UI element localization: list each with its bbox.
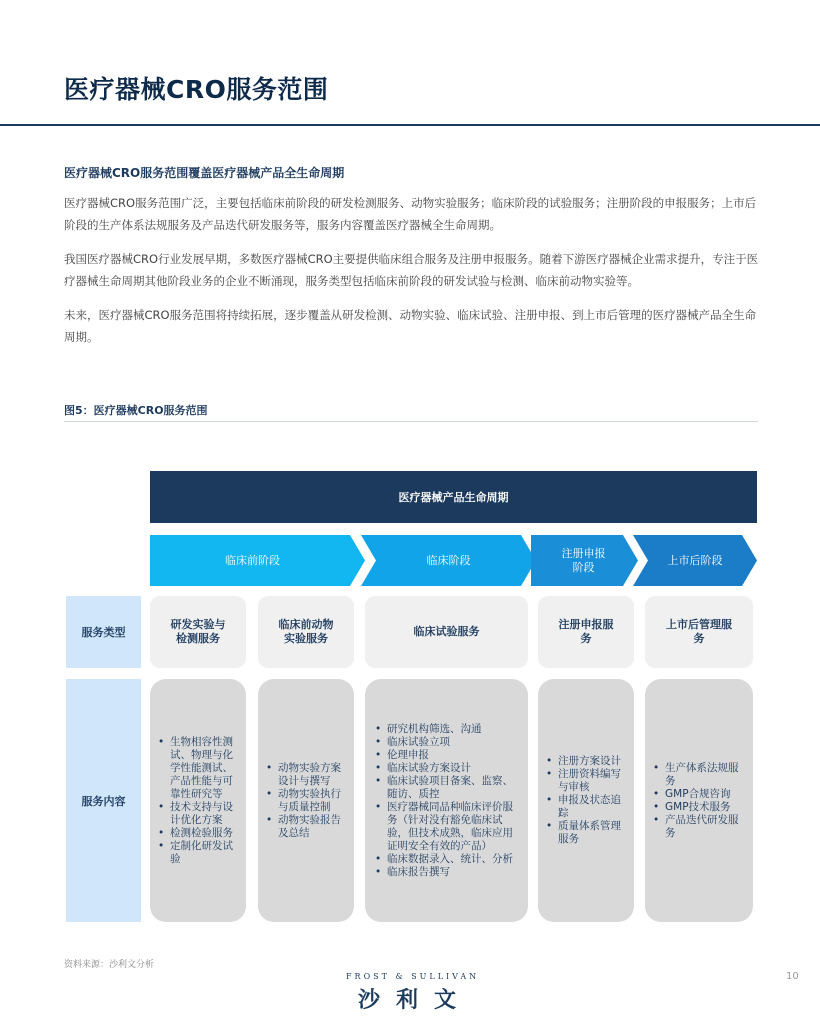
paragraph-1: 医疗器械CRO服务范围广泛，主要包括临床前阶段的研发检测服务、动物实验服务；临床阶段的试验服务；注册阶段的申报服务；上市后阶段的生产体系法规服务及产品迭代研发服务等，服务内容覆盖医疗器械全生命周期。: [64, 196, 757, 232]
section-heading: 医疗器械CRO服务范围覆盖医疗器械产品全生命周期: [64, 166, 345, 180]
service-content-list: [546, 755, 626, 846]
service-type-box: [365, 596, 528, 668]
service-content-box: [645, 679, 753, 922]
service-type-box: [538, 596, 634, 668]
service-content-list: [158, 736, 238, 866]
paragraph-2: 我国医疗器械CRO行业发展早期，多数医疗器械CRO主要提供临床组合服务及注册申报服务。随着下游医疗器械企业需求提升，专注于医疗器械生命周期其他阶段业务的企业不断涌现，服务类型包括临床前阶段的研发试验与检测、临床前动物实验等。: [64, 252, 759, 288]
service-type-label: 研发实验与检测服务: [170, 618, 226, 645]
page-title: 医疗器械CRO服务范围: [64, 75, 329, 104]
list-item: • 产品迭代研发服务: [653, 814, 745, 840]
service-content-box: [365, 679, 528, 922]
row-label-text: 服务内容: [81, 794, 126, 808]
list-item: • 临床报告撰写: [375, 866, 518, 879]
row-label-service-content: [66, 679, 141, 922]
phase-label: 上市后阶段: [667, 553, 723, 567]
service-content-box: [258, 679, 354, 922]
phase-post-market: [633, 535, 757, 586]
list-item: • 医疗器械同品种临床评价服务（针对没有豁免临床试验，但技术成熟，临床应用证明安全有效的产品）: [375, 801, 518, 853]
service-content-box: [150, 679, 246, 922]
phase-label: 临床前阶段: [225, 553, 280, 567]
service-type-box: [645, 596, 753, 668]
page-number: 10: [786, 971, 799, 982]
service-type-label: 上市后管理服务: [666, 618, 732, 645]
title-divider: [0, 124, 820, 126]
list-item: • GMP合规咨询: [653, 788, 745, 801]
lifecycle-header: [150, 471, 757, 523]
phase-clinical: [361, 535, 536, 586]
phase-label: 临床阶段: [426, 553, 471, 567]
list-item: • 动物实验报告及总结: [266, 814, 346, 840]
phase-label: 注册申报阶段: [561, 546, 606, 574]
list-item: • 注册方案设计: [546, 755, 626, 768]
service-type-box: [150, 596, 246, 668]
list-item: • 注册资料编写与审核: [546, 768, 626, 794]
list-item: • 动物实验方案设计与撰写: [266, 762, 346, 788]
lifecycle-label: 医疗器械产品生命周期: [398, 491, 509, 504]
list-item: • 生产体系法规服务: [653, 762, 745, 788]
logo-chinese: 沙利文: [358, 988, 473, 1013]
row-label-service-type: [66, 596, 141, 668]
list-item: • 动物实验执行与质量控制: [266, 788, 346, 814]
service-content-list: [653, 762, 745, 840]
list-item: • 研究机构筛选、沟通: [375, 723, 518, 736]
source-note: 资料来源：沙利文分析: [64, 960, 155, 970]
list-item: • 临床试验立项: [375, 736, 518, 749]
list-item: • 临床试验方案设计: [375, 762, 518, 775]
list-item: • 伦理申报: [375, 749, 518, 762]
service-type-label: 注册申报服务: [558, 618, 614, 645]
service-content-list: [266, 762, 346, 840]
service-content-list: [375, 723, 518, 879]
list-item: • 申报及状态追踪: [546, 794, 626, 820]
list-item: • 生物相容性测试、物理与化学性能测试、产品性能与可靠性研究等: [158, 736, 238, 801]
row-label-text: 服务类型: [81, 626, 126, 639]
list-item: • 技术支持与设计优化方案: [158, 801, 238, 827]
figure-divider: [64, 421, 758, 422]
phase-registration: [531, 535, 638, 586]
list-item: • 定制化研发试验: [158, 840, 238, 866]
service-type-box: [258, 596, 354, 668]
service-content-box: [538, 679, 634, 922]
list-item: • 质量体系管理服务: [546, 820, 626, 846]
figure-title: 图5：医疗器械CRO服务范围: [64, 404, 208, 417]
service-type-label: 临床前动物实验服务: [278, 618, 334, 645]
paragraph-3: 未来，医疗器械CRO服务范围将持续拓展，逐步覆盖从研发检测、动物实验、临床试验、注册申报、到上市后管理的医疗器械产品全生命周期。: [64, 308, 757, 344]
list-item: • GMP技术服务: [653, 801, 745, 814]
logo-wordmark: FROST & SULLIVAN: [346, 972, 480, 981]
list-item: • 临床数据录入、统计、分析: [375, 853, 518, 866]
list-item: • 临床试验项目备案、监察、随访、质控: [375, 775, 518, 801]
service-type-label: 临床试验服务: [413, 625, 480, 638]
phase-preclinical: [150, 535, 365, 586]
list-item: • 检测检验服务: [158, 827, 238, 840]
